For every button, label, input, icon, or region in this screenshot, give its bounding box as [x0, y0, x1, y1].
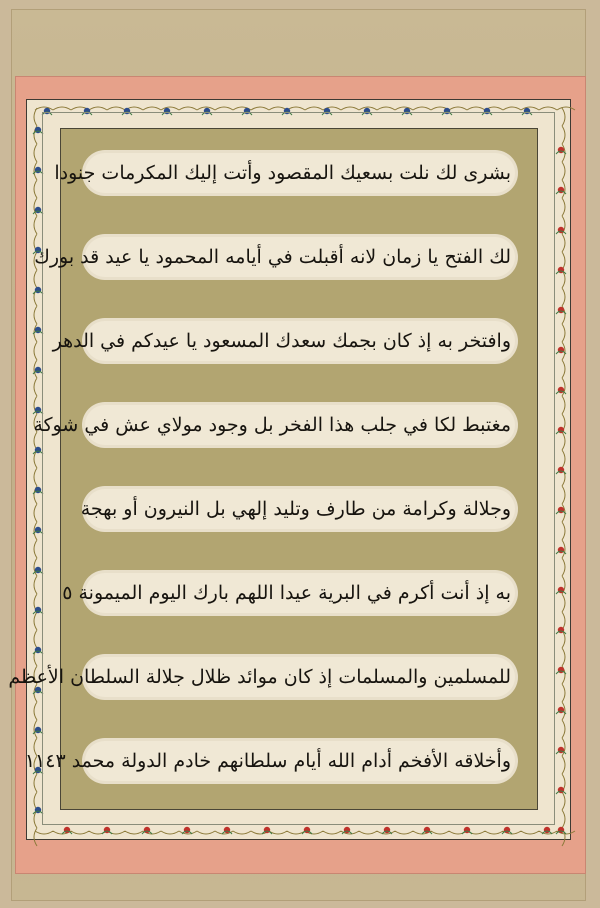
- text-panel: [8, 128, 538, 810]
- calligraphy-line: لك الفتح يا زمان لانه أقبلت في أيامه المحمود يا عيد قد بورك: [34, 246, 511, 268]
- calligraphy-line: للمسلمين والمسلمات إذ كان موائد ظلال جلالة السلطان الأعظم: [8, 666, 511, 688]
- calligraphy-line: وافتخر به إذ كان بجمك سعدك المسعود يا عيدكم في الدهر: [52, 330, 511, 352]
- calligraphy-line: بشرى لك نلت بسعيك المقصود وأتت إليك المكرمات جنودا: [54, 162, 511, 184]
- calligraphy-line: مغتبط لكا في جلب هذا الفخر بل وجود مولاي عش في شوكة: [33, 414, 511, 436]
- calligraphy-line: به إذ أنت أكرم في البرية عيدا اللهم بارك اليوم الميمونة ٥: [62, 582, 511, 604]
- calligraphy-line: وأخلاقه الأفخم أدام الله أيام سلطانهم خادم الدولة محمد ١١٤٣: [24, 750, 511, 772]
- calligraphy-line: وجلالة وكرامة من طارف وتليد إلهي بل النيرون أو بهجة: [80, 498, 511, 520]
